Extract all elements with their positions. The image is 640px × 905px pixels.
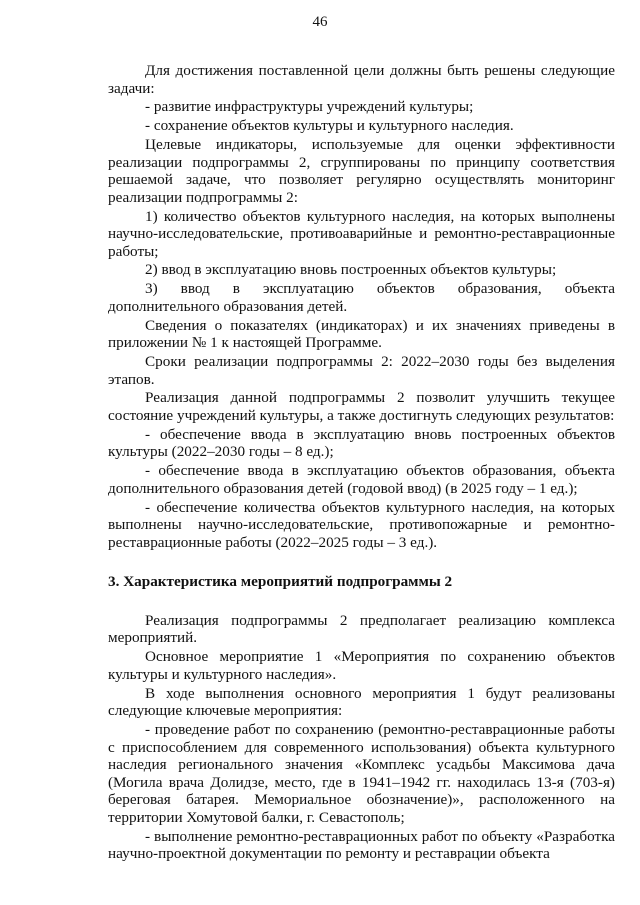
list-item: - обеспечение ввода в эксплуатацию вновь построенных объектов культуры (2022–2030 годы – 8 ед.);	[108, 425, 615, 461]
list-item: - развитие инфраструктуры учреждений культуры;	[145, 98, 474, 116]
paragraph: Реализация данной подпрограммы 2 позволит улучшить текущее состояние учреждений культуры, а также достигнуть следующих результатов:	[108, 389, 615, 424]
paragraph: В ходе выполнения основного мероприятия 1 будут реализованы следующие ключевые мероприятия:	[108, 684, 615, 720]
page-number: 46	[312, 14, 328, 30]
section-heading: 3. Характеристика мероприятий подпрограммы 2	[108, 573, 453, 591]
list-item: - выполнение ремонтно-реставрационных работ по объекту «Разработка научно-проектной документации по ремонту и реставрации объекта	[108, 827, 615, 863]
paragraph: Целевые индикаторы, используемые для оценки эффективности реализации подпрограммы 2, сгруппированы по принципу соответствия решаемой задаче, что позволяет регулярно осуществлять мониторинг реализации подпрограммы 2:	[108, 135, 615, 206]
paragraph: Основное мероприятие 1 «Мероприятия по сохранению объектов культуры и культурного наследия».	[108, 648, 615, 683]
list-item: - сохранение объектов культуры и культурного наследия.	[145, 117, 514, 135]
list-item: 1) количество объектов культурного наследия, на которых выполнены научно-исследовательские, противоаварийные и ремонтно-реставрационные работы;	[108, 207, 615, 260]
list-item: 3) ввод в эксплуатацию объектов образования, объекта дополнительного образования детей.	[108, 280, 615, 315]
paragraph: Для достижения поставленной цели должны быть решены следующие задачи:	[108, 62, 615, 97]
list-item: - обеспечение ввода в эксплуатацию объектов образования, объекта дополнительного образования детей (годовой ввод) (в 2025 году – 1 ед.);	[108, 462, 615, 497]
document-body	[108, 62, 615, 864]
list-item: - проведение работ по сохранению (ремонтно-реставрационные работы с приспособлением для современного использования) объекта культурного наследия регионального значения «Комплекс усадьбы Максимова дача (Могила врача Долидзе, место, где в 1941–1942 гг. находилась 13-я (703-я) береговая батарея. Мемориальное обозначение)», расположенного на территории Хомутовой балки, г. Севастополь;	[108, 721, 615, 826]
paragraph: Сведения о показателях (индикаторах) и их значениях приведены в приложении № 1 к настоящей Программе.	[108, 316, 615, 352]
paragraph: Реализация подпрограммы 2 предполагает реализацию комплекса мероприятий.	[108, 611, 615, 647]
list-item: 2) ввод в эксплуатацию вновь построенных объектов культуры;	[145, 261, 557, 279]
paragraph: Сроки реализации подпрограммы 2: 2022–2030 годы без выделения этапов.	[108, 353, 615, 388]
list-item: - обеспечение количества объектов культурного наследия, на которых выполнены научно-исследовательские, противопожарные и ремонтно-реставрационные работы (2022–2025 годы – 3 ед.).	[108, 498, 615, 551]
